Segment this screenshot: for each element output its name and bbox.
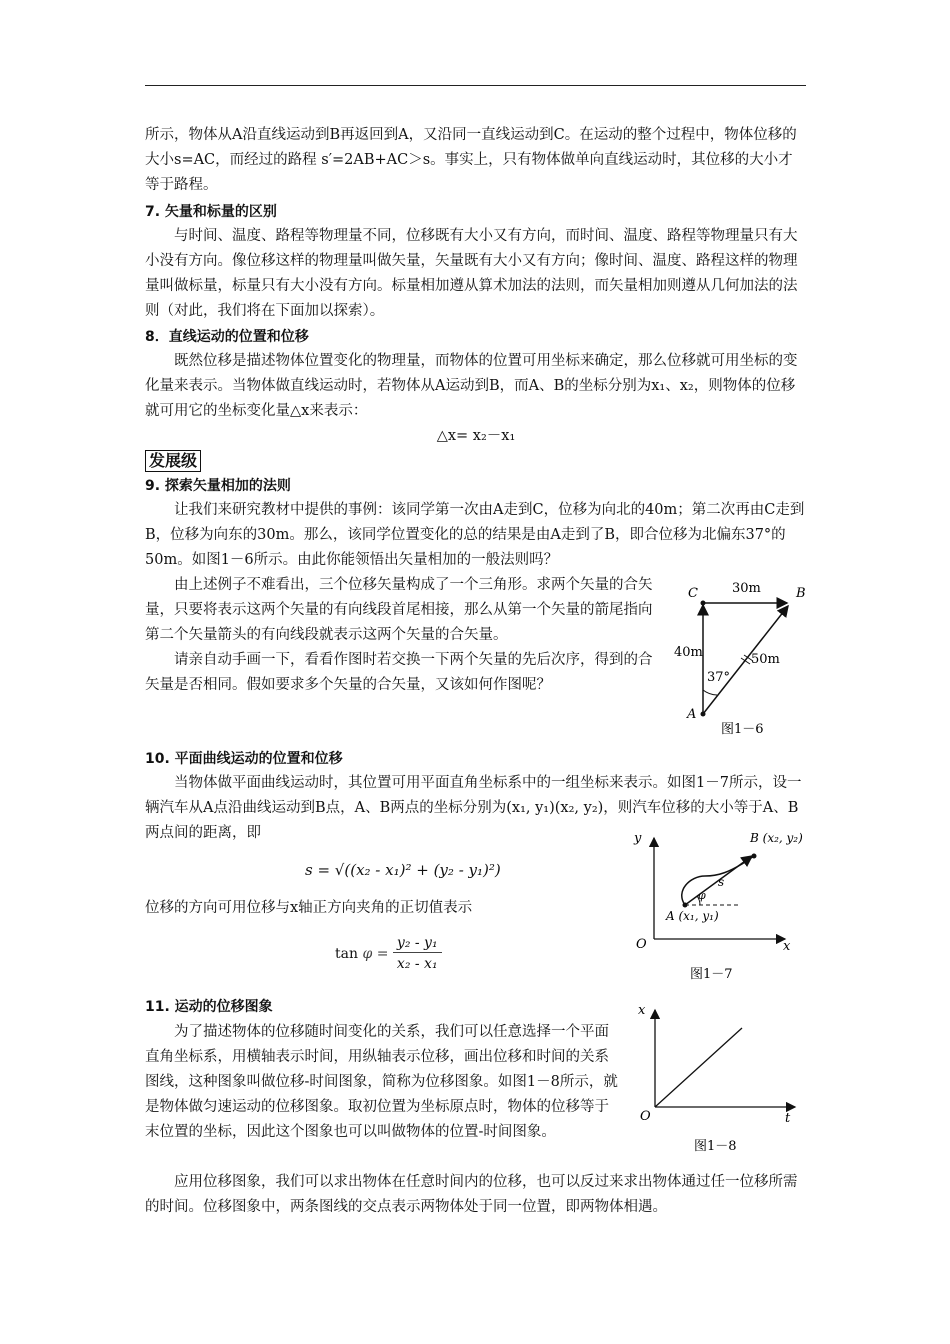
label-a: A xyxy=(687,707,697,722)
fig-1-7-caption: 图1－7 xyxy=(690,967,733,982)
position-time-line xyxy=(655,1028,742,1107)
intro-paragraph: 所示，物体从A沿直线运动到B再返回到A，又沿同一直线运动到C。在运动的整个过程中，物体位移的大小s=AC，而经过的路程 s′=2AB+AC＞s。事实上，只有物体做单向直线运动时，其位移的大小才等于路程。 xyxy=(145,127,797,193)
label-30m: 30m xyxy=(732,581,761,596)
x-label: x xyxy=(783,939,791,954)
label-c: C xyxy=(688,586,698,601)
point-c xyxy=(701,601,706,606)
section-9-text-wrap xyxy=(145,573,657,698)
section-9-p2: 由上述例子不难看出，三个位移矢量构成了一个三角形。求两个矢量的合矢量，只要将表示这两个矢量的有向线段首尾相接，那么从第一个矢量的箭尾指向第二个矢量箭头的有向线段就表示这两个矢量的合矢量。 xyxy=(145,577,653,643)
angle-arc xyxy=(703,690,717,695)
section-7-title: 7. 矢量和标量的区别 xyxy=(145,204,277,220)
section-10-p2-wrap xyxy=(145,896,625,921)
point-a xyxy=(701,712,706,717)
figure-1-8 xyxy=(630,1000,805,1160)
section-8-title: 8．直线运动的位置和位移 xyxy=(145,329,309,345)
numerator: y₂ - y₁ xyxy=(393,934,442,953)
section-11-title: 11. 运动的位移图象 xyxy=(145,999,273,1015)
section-10-p2: 位移的方向可用位移与x轴正方向夹角的正切值表示 xyxy=(145,900,473,916)
equals-sign: = xyxy=(376,945,389,962)
fraction xyxy=(393,934,442,973)
label-37: 37° xyxy=(707,670,731,685)
section-7 xyxy=(145,200,807,324)
figure-1-6 xyxy=(668,572,818,747)
section-9 xyxy=(145,474,807,573)
section-8 xyxy=(145,325,807,449)
label-a: A (x₁, y₁) xyxy=(666,909,719,923)
section-8-formula: △x= x₂－x₁ xyxy=(436,428,516,444)
y-label: y xyxy=(634,831,642,846)
fig-1-6-caption: 图1－6 xyxy=(721,722,764,737)
distance-formula: s = √((x₂ - x₁)² + (y₂ - y₁)²) xyxy=(305,861,501,879)
denominator: x₂ - x₁ xyxy=(396,956,438,972)
origin-label: O xyxy=(636,937,647,952)
section-8-body: 既然位移是描述物体位置变化的物理量，而物体的位置可用坐标来确定，那么位移就可用坐标的变化量来表示。当物体做直线运动时，若物体从A运动到B，而A、B的坐标分别为x₁、x₂，则物体的位移就可用它的坐标变化量△x来表示： xyxy=(145,353,798,419)
section-10-p1: 当物体做平面曲线运动时，其位置可用平面直角坐标系中的一组坐标来表示。如图1－7所示，设一辆汽车从A点沿曲线运动到B点，A、B两点的坐标分别为(x₁, y₁)(x₂, y₂)，则汽车位移的大小等于A、B两点间的距离，即 xyxy=(145,775,802,841)
origin-label: O xyxy=(640,1109,651,1124)
t-label: t xyxy=(785,1111,791,1126)
label-s: s xyxy=(718,875,725,889)
section-7-body: 与时间、温度、路程等物理量不同，位移既有大小又有方向，而时间、温度、路程等物理量只有大小没有方向。像位移这样的物理量叫做矢量，矢量既有大小又有方向；像时间、温度、路程这样的物理量叫做标量，标量只有大小没有方向。标量相加遵从算术加法的法则，而矢量相加则遵从几何加法的法则（对此，我们将在下面加以探索）。 xyxy=(145,228,798,319)
tan-formula xyxy=(335,934,442,973)
section-11-p1-wrap xyxy=(145,1020,619,1145)
label-b: B (x₂, y₂) xyxy=(750,831,803,845)
fig-1-8-caption: 图1－8 xyxy=(694,1139,737,1154)
level-label-wrap xyxy=(145,450,201,475)
section-11-p1: 为了描述物体的位移随时间变化的关系，我们可以任意选择一个平面直角坐标系，用横轴表示时间，用纵轴表示位移，画出位移和时间的关系图线，这种图象叫做位移-时间图象，简称为位移图象。如图1－8所示，就是物体做匀速运动的位移图象。取初位置为坐标原点时，物体的位移等于末位置的坐标，因此这个图象也可以叫做物体的位置-时间图象。 xyxy=(145,1024,618,1140)
level-label: 发展级 xyxy=(145,450,201,472)
intro-paragraph-block xyxy=(145,123,807,198)
tan-label: tan xyxy=(335,945,358,962)
point-b xyxy=(752,854,757,859)
figure-1-7 xyxy=(630,826,810,986)
section-9-title: 9. 探索矢量相加的法则 xyxy=(145,478,291,494)
phi-symbol: φ xyxy=(362,945,373,962)
section-11-p2: 应用位移图象，我们可以求出物体在任意时间内的位移，也可以反过来求出物体通过任一位移所需的时间。位移图象中，两条图线的交点表示两物体处于同一位置，即两物体相遇。 xyxy=(145,1174,798,1215)
x-label: x xyxy=(638,1003,646,1018)
section-9-p1: 让我们来研究教材中提供的事例：该同学第一次由A走到C，位移为向北的40m；第二次再由C走到B，位移为向东的30m。那么，该同学位置变化的总的结果是由A走到了B，即合位移为北偏东37°的50m。如图1－6所示。由此你能领悟出矢量相加的一般法则吗？ xyxy=(145,502,805,568)
section-10-title: 10. 平面曲线运动的位置和位移 xyxy=(145,751,343,767)
label-phi: φ xyxy=(698,889,706,902)
label-40m: 40m xyxy=(674,645,703,660)
section-9-p3: 请亲自动手画一下，看看作图时若交换一下两个矢量的先后次序，得到的合矢量是否相同。假如要求多个矢量的合矢量，又该如何作图呢？ xyxy=(145,652,653,693)
header-rule xyxy=(145,85,806,86)
section-11-p2-wrap xyxy=(145,1170,807,1220)
label-50m: 50m xyxy=(751,652,780,667)
point-a xyxy=(683,903,688,908)
label-b: B xyxy=(796,586,806,601)
